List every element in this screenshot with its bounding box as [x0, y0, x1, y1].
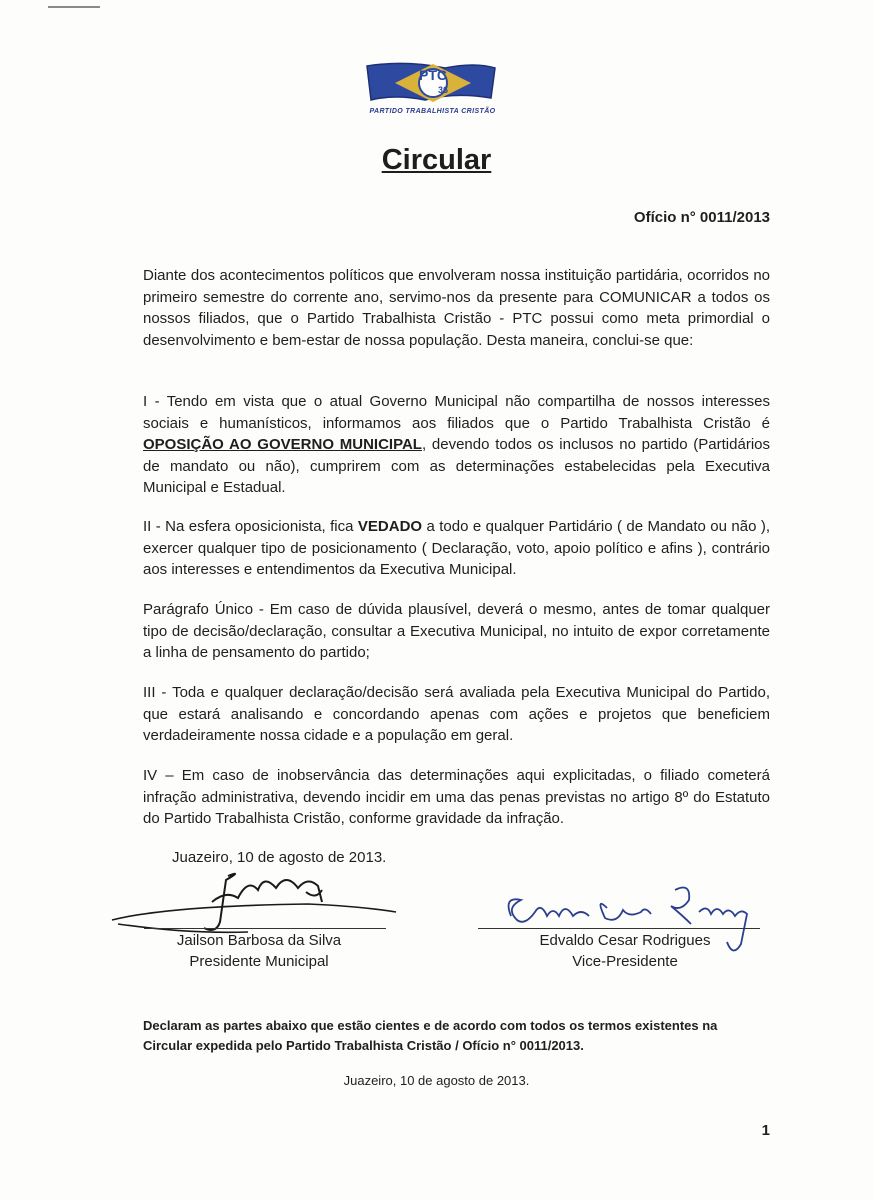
paragraph-item-1	[143, 391, 770, 499]
signature-line-vice-president	[478, 928, 760, 929]
paragraph-item-2	[143, 516, 770, 581]
signatory-president	[144, 930, 374, 972]
document-title: Circular	[381, 144, 492, 176]
declaration-text: Declaram as partes abaixo que estão cientes e de acordo com todos os termos existentes na Circular expedida pelo Partido Trabalhista Cristão / Ofício n° 0011/2013.	[143, 1018, 718, 1053]
logo-caption: PARTIDO TRABALHISTA CRISTÃO	[369, 108, 496, 115]
signatory-vice-president	[510, 930, 740, 972]
signatory-role: Vice-Presidente	[572, 953, 678, 970]
page-number: 1	[761, 1122, 770, 1139]
paragraph-item-2-text-a: II - Na esfera oposicionista, fica	[143, 518, 358, 535]
logo-letters: PTC	[419, 67, 447, 83]
paragraph-intro: Diante dos acontecimentos políticos que envolveram nossa instituição partidária, ocorridos no primeiro semestre do corrente ano, servimo-nos da presente para COMUNICAR a todos os nossos filiados, que o Partido Trabalhista Cristão - PTC possui como meta primordial o desenvolvimento e bem-estar de nossa população. Desta maneira, conclui-se que:	[143, 267, 770, 349]
date-line: Juazeiro, 10 de agosto de 2013.	[172, 849, 387, 866]
ptc-logo	[345, 58, 520, 120]
oficio-number: Ofício n° 0011/2013	[633, 209, 770, 226]
signature-line-president	[144, 928, 386, 929]
paragraph-item-1-text-a: I - Tendo em vista que o atual Governo Municipal não compartilha de nossos interesses sociais e humanísticos, informamos aos filiados que o Partido Trabalhista Cristão é	[143, 393, 770, 432]
paragraph-item-2-text-b: a todo e qualquer Partidário ( de Mandato ou não ), exercer qualquer tipo de posicionamento ( Declaração, voto, apoio político e afins ), contrário aos interesses e entendimentos da Executiva Municipal.	[143, 518, 770, 579]
paragraph-sole: Parágrafo Único - Em caso de dúvida plausível, deverá o mesmo, antes de tomar qualquer tipo de decisão/declaração, consultar a Executiva Municipal, no intuito de expor corretamente a linha de pensamento do partido;	[143, 601, 770, 662]
signatory-name: Jailson Barbosa da Silva	[176, 932, 342, 949]
date-bottom: Juazeiro, 10 de agosto de 2013.	[343, 1073, 530, 1088]
logo-number: 36	[437, 85, 449, 95]
paragraph-item-3: III - Toda e qualquer declaração/decisão será avaliada pela Executiva Municipal do Partido, que estará analisando e concordando apenas com ações e projetos que beneficiem verdadeiramente nossa cidade e a população em geral.	[143, 684, 770, 745]
opposition-statement: OPOSIÇÃO AO GOVERNO MUNICIPAL	[143, 436, 422, 454]
signatory-name: Edvaldo Cesar Rodrigues	[539, 932, 711, 949]
scan-mark	[48, 6, 100, 8]
vedado-term: VEDADO	[357, 518, 423, 535]
signatory-role: Presidente Municipal	[189, 953, 329, 970]
paragraph-item-4: IV – Em caso de inobservância das determinações aqui explicitadas, o filiado cometerá infração administrativa, devendo incidir em uma das penas previstas no artigo 8º do Estatuto do Partido Trabalhista Cristão, conforme gravidade da infração.	[143, 767, 770, 828]
paragraph-item-1-text-b: , devendo todos os inclusos no partido (Partidários de mandato ou não), cumprirem com as determinações estabelecidas pela Executiva Municipal e Estadual.	[143, 436, 770, 497]
